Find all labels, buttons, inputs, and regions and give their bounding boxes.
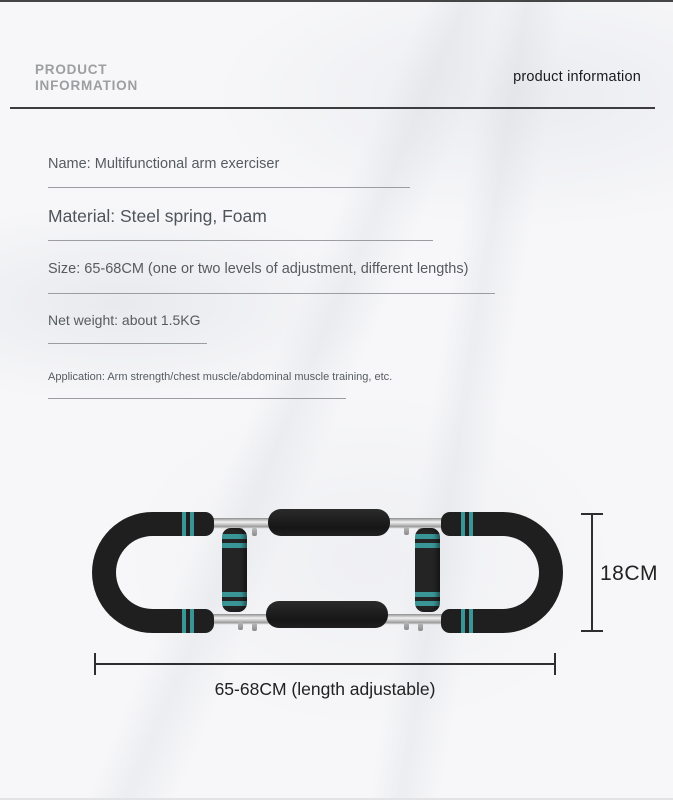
top-foam-pad [268, 509, 390, 536]
spec-application-underline [48, 398, 346, 399]
teal-ring [469, 609, 473, 633]
teal-ring [190, 609, 194, 633]
left-foam-handle [92, 512, 204, 633]
right-handle-bottom-tip [441, 609, 459, 633]
clip-icon [404, 622, 409, 630]
spec-name-underline [48, 187, 410, 188]
left-handle-bottom-tip [196, 609, 214, 633]
spec-net-weight: Net weight: about 1.5KG [48, 312, 201, 328]
length-dimension-line [94, 663, 556, 665]
top-border-strip [0, 0, 673, 2]
teal-ring [182, 512, 186, 536]
height-dimension-cap-bottom [581, 630, 603, 632]
teal-ring [182, 609, 186, 633]
header-divider [10, 107, 655, 109]
height-dimension-cap-top [581, 513, 603, 515]
section-title-line1: PRODUCT [35, 62, 108, 77]
spec-net-weight-underline [48, 343, 207, 344]
clip-icon [252, 623, 257, 631]
right-handle-top-tip [441, 512, 459, 536]
clip-icon [252, 528, 257, 536]
teal-ring [469, 512, 473, 536]
section-title-line2: INFORMATION [35, 78, 139, 93]
height-dimension-label: 18CM [600, 562, 659, 585]
spec-size-underline [48, 293, 495, 294]
teal-ring [190, 512, 194, 536]
clip-icon [418, 623, 423, 631]
right-vertical-grip [415, 528, 440, 612]
spec-material-underline [48, 240, 433, 241]
left-handle-top-tip [196, 512, 214, 536]
teal-ring [461, 609, 465, 633]
clip-icon [238, 622, 243, 630]
right-foam-handle [451, 512, 563, 633]
spec-application: Application: Arm strength/chest muscle/abdominal muscle training, etc. [48, 371, 393, 383]
bottom-foam-pad [266, 601, 388, 628]
height-dimension-line [591, 513, 593, 632]
length-dimension-label: 65-68CM (length adjustable) [214, 679, 436, 699]
spec-size: Size: 65-68CM (one or two levels of adjustment, different lengths) [48, 261, 469, 277]
clip-icon [404, 527, 409, 535]
length-dimension-cap-right [554, 653, 556, 675]
teal-ring [461, 512, 465, 536]
section-title [35, 62, 138, 94]
spec-material: Material: Steel spring, Foam [48, 206, 267, 226]
spec-name: Name: Multifunctional arm exerciser [48, 156, 280, 172]
left-vertical-grip [222, 528, 247, 612]
section-subtitle: product information [513, 69, 641, 85]
length-dimension-cap-left [94, 653, 96, 675]
